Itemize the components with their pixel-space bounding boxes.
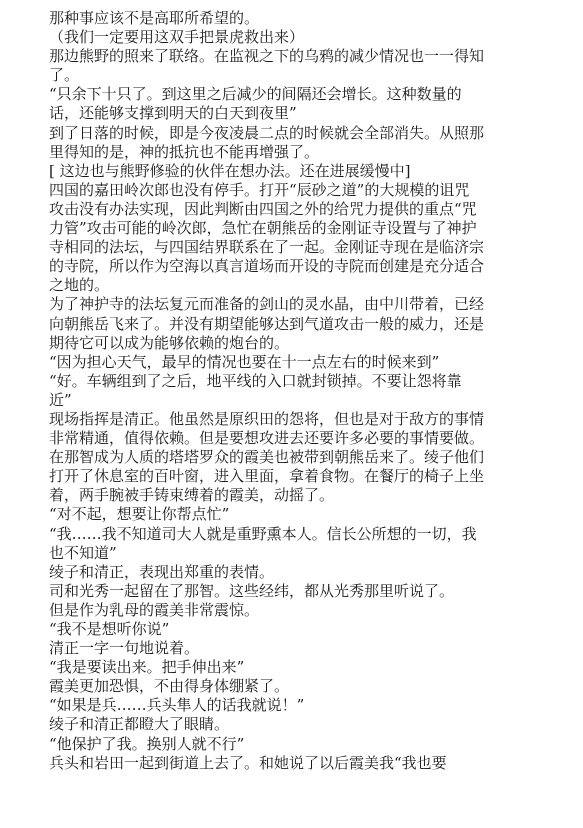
text-line: 也不知道”	[49, 543, 117, 562]
text-line: 在那智成为人质的塔塔罗众的霞美也被带到朝熊岳来了。绫子他们	[49, 448, 485, 467]
text-line: 攻击没有办法实现，因此判断由四国之外的给咒力提供的重点“咒	[49, 199, 477, 218]
text-line: 那种事应该不是高耶所希望的。	[49, 9, 260, 27]
text-line: 了。	[49, 66, 80, 85]
text-line: 到了日落的时候，即是今夜凌晨二点的时候就会全部消失。从照那	[49, 123, 485, 142]
text-line: “我不是想听你说”	[49, 620, 170, 638]
text-line: 霞美更加恐惧，不由得身体绷紧了。	[49, 677, 290, 696]
text-line: “我是要读出来。把手伸出来”	[49, 658, 245, 677]
text-line: 那边熊野的照来了联络。在监视之下的乌鸦的减少情况也一一得知	[49, 47, 485, 66]
text-line: 打开了休息室的百叶窗，进入里面，拿着食物。在餐厅的椅子上坐	[49, 467, 485, 486]
text-line: [ 这边也与熊野修验的伙伴在想办法。还在进展缓慢中]	[49, 161, 411, 180]
text-line: 非常精通，值得依赖。但是要想攻进去还要许多必要的事情要做。	[49, 429, 485, 448]
text-line: 着，两手腕被手铸束缚着的霞美，动摇了。	[49, 486, 335, 505]
text-line: “我……我不知道司大人就是重野熏本人。信长公所想的一切，我	[49, 524, 477, 543]
text-line: 之地的。	[49, 276, 110, 295]
text-line: （我们一定要用这双手把景虎救出来）	[49, 28, 305, 47]
text-line: 兵头和岩田一起到街道上去了。和她说了以后霞美我“我也要	[49, 753, 447, 772]
text-line: “只余下十只了。到这里之后减少的间隔还会增长。这种数量的	[49, 85, 462, 104]
text-line: 的寺院，所以作为空海以真言道场而开设的寺院而创建是充分适合	[49, 257, 485, 276]
text-line: 司和光秀一起留在了那智。这些经纬，都从光秀那里听说了。	[49, 581, 455, 600]
text-line: 绫子和清正，表现出郑重的表情。	[49, 562, 275, 581]
text-line: 为了神护寺的法坛复元而准备的剑山的灵水晶，由中川带着，已经	[49, 295, 485, 314]
text-line: “好。车辆组到了之后，地平线的入口就封锁掉。不要让怨将靠	[49, 371, 462, 390]
text-line: “因为担心天气，最早的情况也要在十一点左右的时候来到”	[49, 352, 440, 371]
text-line: 里得知的是，神的抵抗也不能再增强了。	[49, 142, 320, 161]
text-line: 但是作为乳母的霞美非常震惊。	[49, 600, 260, 619]
text-line: 话，还能够支撑到明天的白天到夜里”	[49, 104, 297, 123]
text-body	[49, 9, 571, 773]
text-line: “如果是兵……兵头隼人的话我就说！”	[49, 696, 305, 715]
text-line: 寺相同的法坛，与四国结界联系在了一起。金刚证寺现在是临济宗	[49, 238, 485, 257]
text-line: 清正一字一句地说着。	[49, 639, 200, 658]
text-line: 四国的嘉田岭次郎也没有停手。打开“辰砂之道”的大规模的诅咒	[49, 180, 470, 199]
text-line: “他保护了我。换别人就不行”	[49, 734, 245, 753]
text-line: 力管”攻击可能的岭次郎，急忙在朝熊岳的金刚证寺设置与了神护	[49, 219, 477, 238]
text-line: “对不起，想要让你帮点忙”	[49, 505, 230, 524]
text-line: 绫子和清正都瞪大了眼睛。	[49, 715, 230, 734]
text-line: 现场指挥是清正。他虽然是原织田的怨将，但也是对于敌方的事情	[49, 409, 485, 428]
text-line: 向朝熊岳飞来了。并没有期望能够达到气道攻击一般的威力，还是	[49, 314, 485, 333]
text-line: 近”	[49, 390, 72, 409]
text-line: 期待它可以成为能够依赖的炮台的。	[49, 333, 290, 352]
